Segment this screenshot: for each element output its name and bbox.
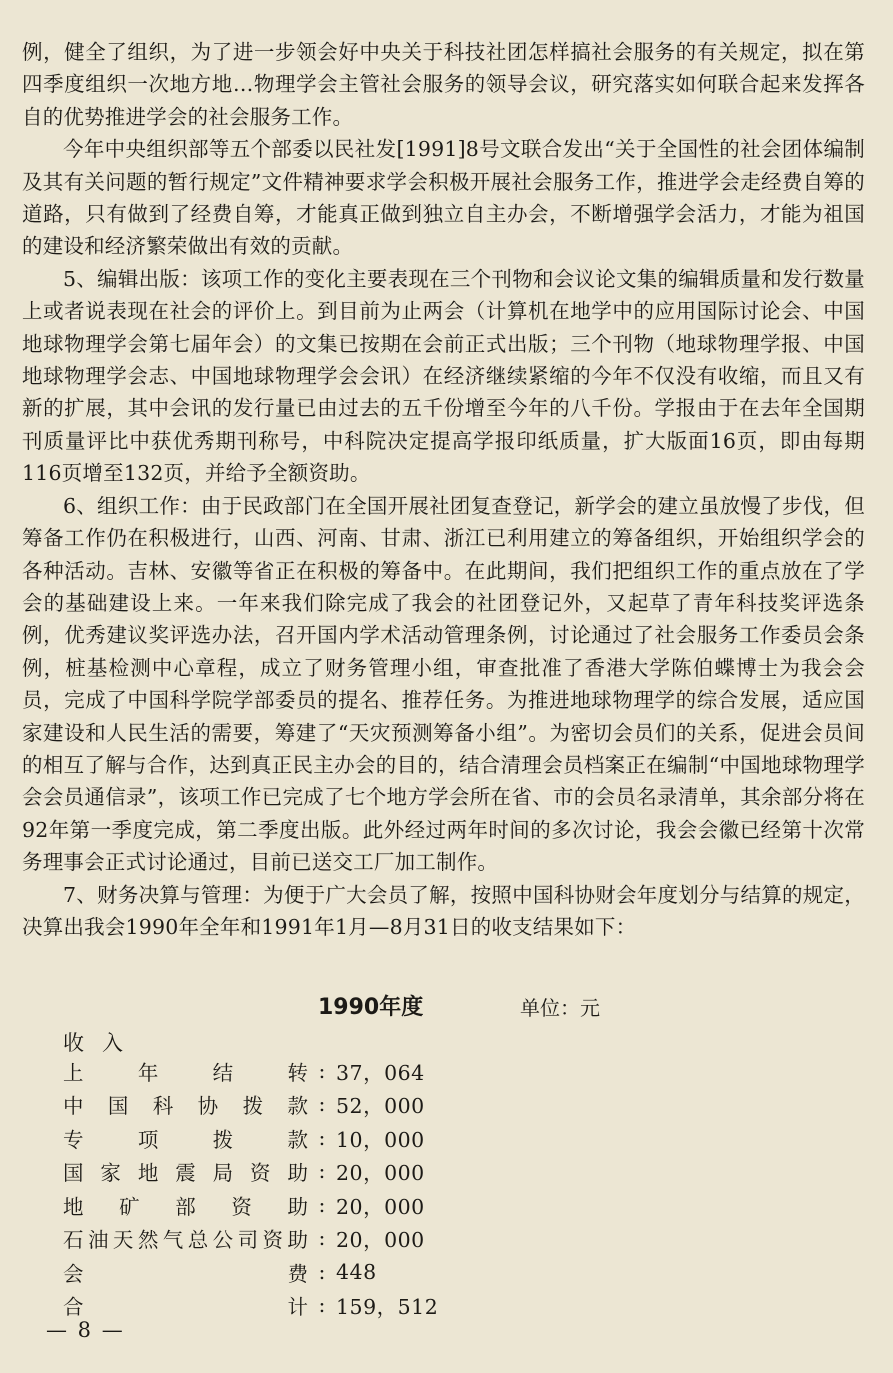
table-row	[63, 1222, 483, 1256]
table-row	[63, 1255, 483, 1289]
row-colon: :	[318, 1159, 326, 1184]
row-label: 会 费	[63, 1261, 308, 1286]
row-colon: :	[318, 1125, 326, 1150]
body-text	[22, 36, 865, 943]
paragraph: 7、财务决算与管理：为便于广大会员了解，按照中国科协财会年度划分与结算的规定，决算出我会1990年全年和1991年1月—8月31日的收支结果如下：	[22, 882, 865, 939]
table-unit-label: 单位：元	[520, 996, 600, 1020]
page-number: — 8 —	[46, 1318, 125, 1342]
row-value: 37，064	[336, 1060, 425, 1085]
row-colon: :	[318, 1293, 326, 1318]
row-label: 石 油 天 然 气 总 公 司 资 助	[63, 1228, 308, 1253]
row-value: 52，000	[336, 1094, 425, 1119]
income-table	[63, 1054, 483, 1322]
table-header	[0, 990, 893, 1024]
table-year-heading: 1990年度	[318, 995, 424, 1020]
row-colon: :	[318, 1192, 326, 1217]
row-label: 合 计	[63, 1295, 308, 1320]
paragraph: 6、组织工作：由于民政部门在全国开展社团复查登记，新学会的建立虽放慢了步伐，但筹备工作仍在积极进行，山西、河南、甘肃、浙江已利用建立的筹备组织，开始组织学会的各种活动。吉林、安徽等省正在积极的筹备中。在此期间，我们把组织工作的重点放在了学会的基础建设上来。一年来我们除完成了我会的社团登记外，又起草了青年科技奖评选条例，优秀建议奖评选办法，召开国内学术活动管理条例，讨论通过了社会服务工作委员会条例，桩基检测中心章程，成立了财务管理小组，审查批准了香港大学陈伯蝶博士为我会会员，完成了中国科学院学部委员的提名、推荐任务。为推进地球物理学的综合发展，适应国家建设和人民生活的需要，筹建了“天灾预测筹备小组”。为密切会员们的关系，促进会员间的相互了解与合作，达到真正民主办会的目的，结合清理会员档案正在编制“中国地球物理学会会员通信录”，该项工作已完成了七个地方学会所在省、市的会员名录清单，其余部分将在92年第一季度完成，第二季度出版。此外经过两年时间的多次讨论，我会会徽已经第十次常务理事会正式讨论通过，目前已送交工厂加工制作。	[22, 493, 865, 875]
row-label: 专 项 拨 款	[63, 1127, 308, 1152]
table-row	[63, 1121, 483, 1155]
row-value: 10，000	[336, 1127, 425, 1152]
row-label: 上 年 结 转	[63, 1060, 308, 1085]
row-value: 20，000	[336, 1228, 425, 1253]
row-colon: :	[318, 1092, 326, 1117]
table-row	[63, 1054, 483, 1088]
table-row	[63, 1155, 483, 1189]
row-label: 国 家 地 震 局 资 助	[63, 1161, 308, 1186]
row-value: 20，000	[336, 1161, 425, 1186]
row-colon: :	[318, 1259, 326, 1284]
row-colon: :	[318, 1058, 326, 1083]
paragraph: 今年中央组织部等五个部委以民社发[1991]8号文联合发出“关于全国性的社会团体编制及其有关问题的暂行规定”文件精神要求学会积极开展社会服务工作，推进学会走经费自筹的道路，只有做到了经费自筹，才能真正做到独立自主办会，不断增强学会活力，才能为祖国的建设和经济繁荣做出有效的贡献。	[22, 137, 865, 259]
paragraph: 5、编辑出版：该项工作的变化主要表现在三个刊物和会议论文集的编辑质量和发行数量上或者说表现在社会的评价上。到目前为止两会（计算机在地学中的应用国际讨论会、中国地球物理学会第七届年会）的文集已按期在会前正式出版；三个刊物（地球物理学报、中国地球物理学会志、中国地球物理学会会讯）在经济继续紧缩的今年不仅没有收缩，而且又有新的扩展，其中会讯的发行量已由过去的五千份增至今年的八千份。学报由于在去年全国期刊质量评比中获优秀期刊称号，中科院决定提高学报印纸质量，扩大版面16页，即由每期116页增至132页，并给予全额资助。	[22, 266, 865, 486]
income-section-label: 收入	[63, 1031, 141, 1055]
row-value: 20，000	[336, 1194, 425, 1219]
row-label: 地 矿 部 资 助	[63, 1194, 308, 1219]
table-row	[63, 1088, 483, 1122]
table-row	[63, 1289, 483, 1323]
table-row	[63, 1188, 483, 1222]
paragraph: 例，健全了组织，为了进一步领会好中央关于科技社团怎样搞社会服务的有关规定，拟在第四季度组织一次地方地…物理学会主管社会服务的领导会议，研究落实如何联合起来发挥各自的优势推进学会的社会服务工作。	[22, 40, 865, 129]
row-value: 159，512	[336, 1295, 439, 1320]
row-label: 中 国 科 协 拨 款	[63, 1094, 308, 1119]
row-value: 448	[336, 1259, 377, 1284]
row-colon: :	[318, 1226, 326, 1251]
